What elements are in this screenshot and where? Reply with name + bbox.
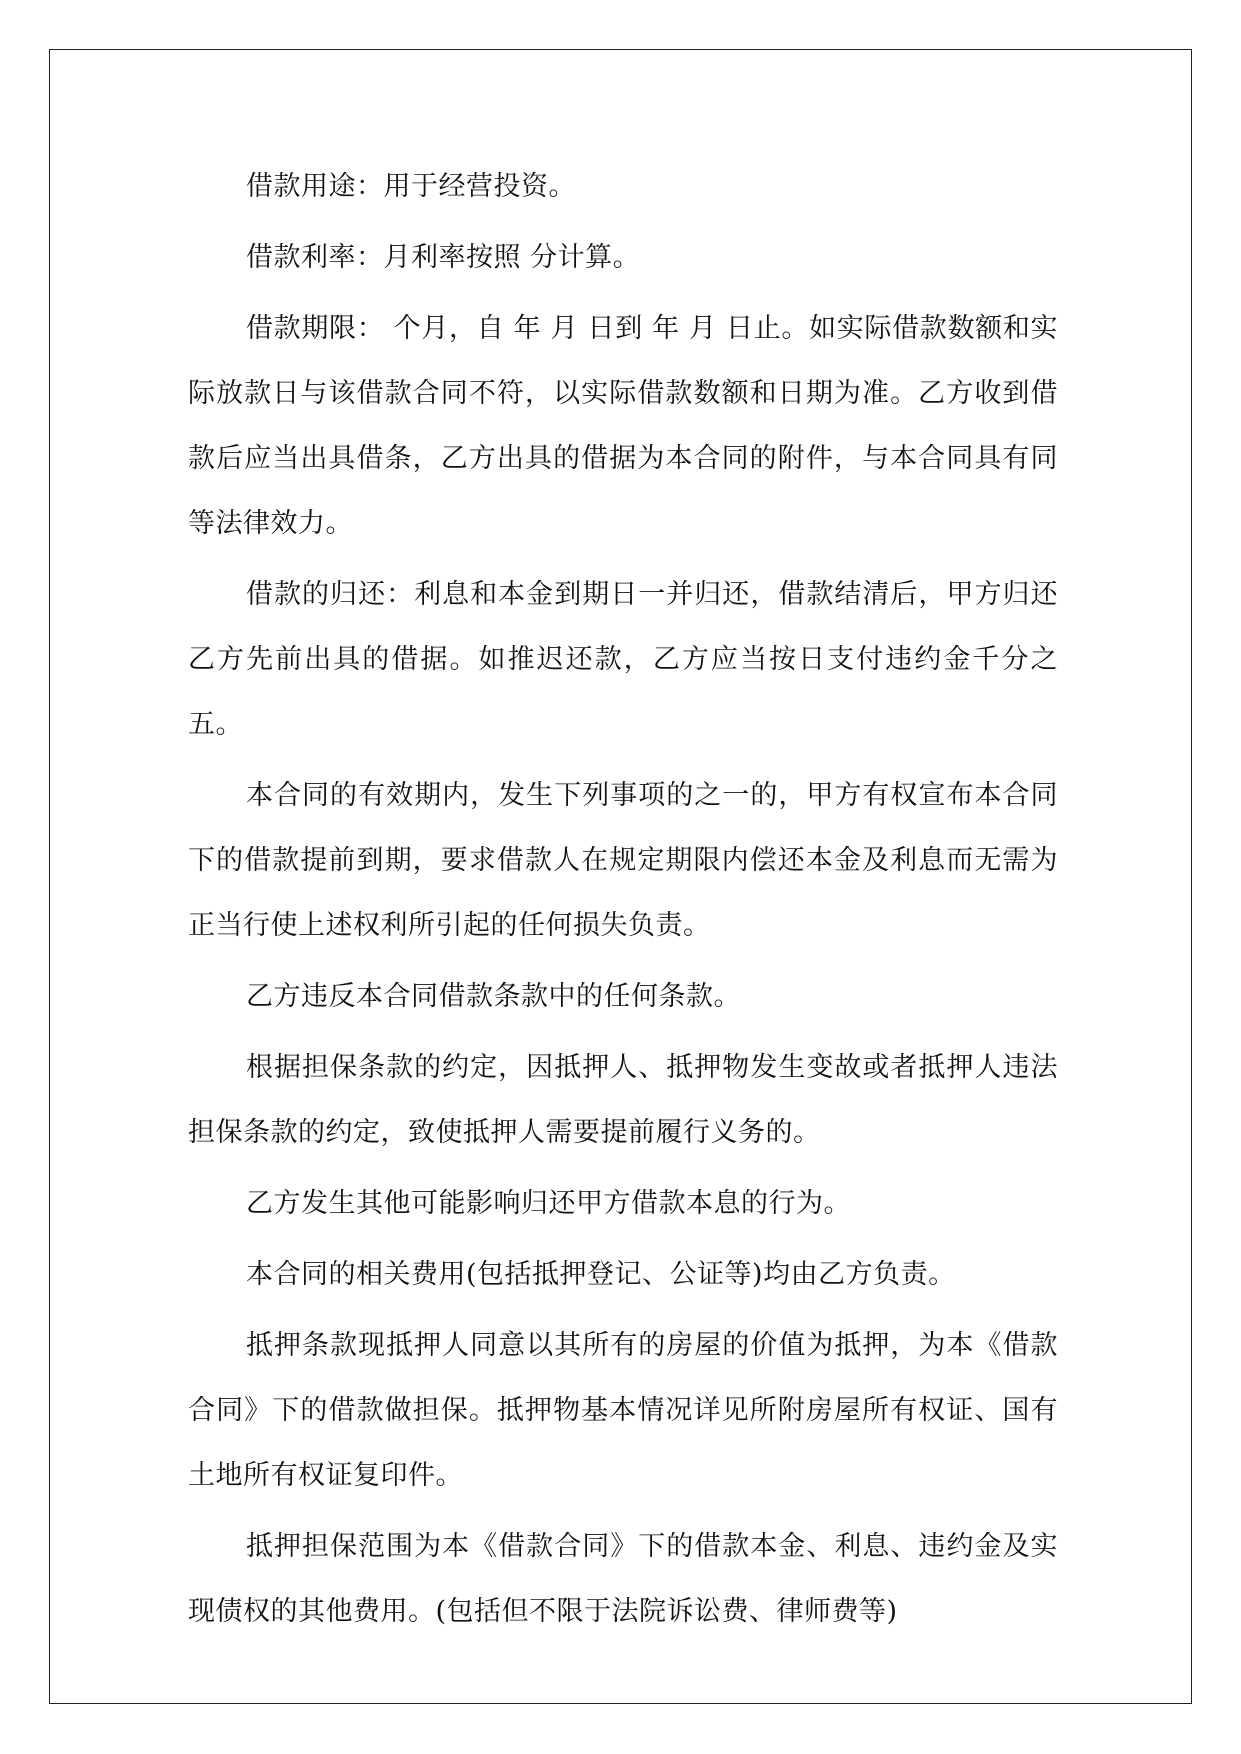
document-body [188, 154, 1058, 1650]
paragraph-interest-rate: 借款利率：月利率按照 分计算。 [246, 242, 641, 273]
paragraph-guarantee-scope: 抵押担保范围为本《借款合同》下的借款本金、利息、违约金及实现债权的其他费用。(包括但不限于法院诉讼费、律师费等) [188, 1531, 1058, 1627]
paragraph-breach: 乙方违反本合同借款条款中的任何条款。 [246, 981, 741, 1012]
paragraph-fees: 本合同的相关费用(包括抵押登记、公证等)均由乙方负责。 [246, 1259, 956, 1290]
paragraph-repayment: 借款的归还：利息和本金到期日一并归还，借款结清后，甲方归还乙方先前出具的借据。如推迟还款，乙方应当按日支付违约金千分之五。 [188, 579, 1058, 740]
paragraph-other-behavior: 乙方发生其他可能影响归还甲方借款本息的行为。 [246, 1188, 851, 1219]
paragraph-loan-term: 借款期限： 个月，自 年 月 日到 年 月 日止。如实际借款数额和实际放款日与该借款合同不符，以实际借款数额和日期为准。乙方收到借款后应当出具借条，乙方出具的借据为本合同的附件，与本合同具有同等法律效力。 [188, 313, 1058, 539]
paragraph-mortgage-clause: 抵押条款现抵押人同意以其所有的房屋的价值为抵押，为本《借款合同》下的借款做担保。抵押物基本情况详见所附房屋所有权证、国有土地所有权证复印件。 [188, 1330, 1058, 1491]
paragraph-collateral-change: 根据担保条款的约定，因抵押人、抵押物发生变故或者抵押人违法担保条款的约定，致使抵押人需要提前履行义务的。 [188, 1052, 1058, 1148]
paragraph-loan-purpose: 借款用途：用于经营投资。 [246, 171, 576, 202]
paragraph-early-maturity: 本合同的有效期内，发生下列事项的之一的，甲方有权宣布本合同下的借款提前到期，要求借款人在规定期限内偿还本金及利息而无需为正当行使上述权利所引起的任何损失负责。 [188, 780, 1058, 941]
